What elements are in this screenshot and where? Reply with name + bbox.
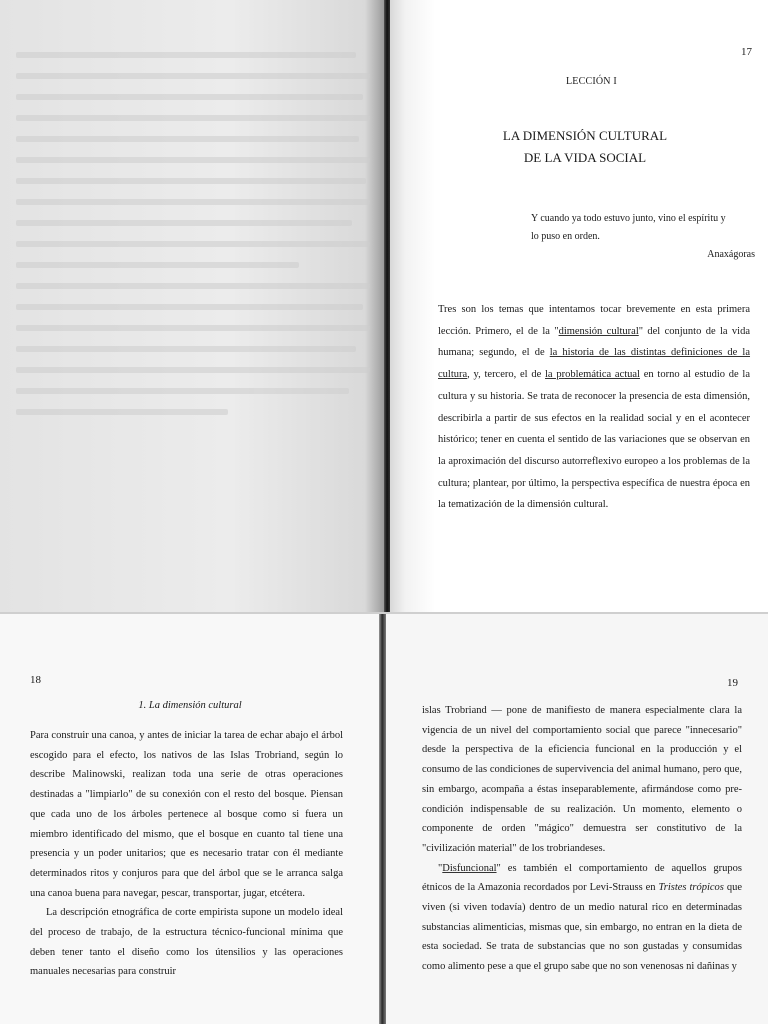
p2-text-1: " es también el comportamiento de aquellos grupos étnicos de la Amazonia recordados por Levi-Strauss en bbox=[422, 862, 742, 894]
page-number-17: 17 bbox=[741, 46, 752, 58]
underlined-problematica-actual: la problemática actual bbox=[545, 369, 640, 381]
page-18-paragraph-2: La descripción etnográfica de corte empirista supone un modelo ideal del proceso de trabajo, de la estructura técnico-funcional mínima que deben tener tanto el diseño como los útensilios y las operaciones manuales necesarias para construir bbox=[30, 907, 343, 978]
epigraph-line-1: Y cuando ya todo estuvo junto, vino el espíritu y bbox=[531, 213, 726, 224]
page-18-body bbox=[30, 726, 343, 982]
intro-text-1: Tres son los temas que intentamos tocar brevemente en esta primera lección. Primero, el de la " bbox=[438, 304, 750, 337]
lesson-heading: LECCIÓN I bbox=[566, 76, 617, 87]
p2-quote-open: " bbox=[438, 862, 443, 874]
page-18-paragraph-1: Para construir una canoa, y antes de iniciar la tarea de echar abajo el árbol escogido para el efecto, los nativos de las Islas Trobriand, según lo describe Malinowski, realizan toda una serie de otras operaciones destinadas a "limpiarlo" de su conexión con el resto del bosque. Piensan que cada uno de los árboles pertenece al bosque como si fuera un miembro identificado del mismo, que el bosque en cuanto tal tiene una presencia y un poder unitarios; que es necesario tratar con él mediante determinados ritos y conjuros para que del árbol que se le arranca salga una canoa buena para navegar, pescar, transportar, jugar, etcétera. bbox=[30, 730, 343, 899]
epigraph-line-2: lo puso en orden. bbox=[531, 231, 600, 242]
book-title-tristes-tropicos: Tristes trópicos bbox=[658, 882, 724, 894]
book-gutter-bottom bbox=[379, 614, 386, 1024]
intro-text-2: " del conjunto de la vida humana; segundo, el de bbox=[438, 325, 750, 359]
page-19 bbox=[386, 614, 768, 1024]
intro-text-4: en torno al estudio de la cultura y su historia. Se trata de reconocer la presencia de esta dimensión, describirla a partir de sus efectos en la realidad social y en el acontecer histórico; tener en cuenta el sentido de las variaciones que se observan en la aproximación del discurso autorreflexivo europeo a los problemas de la cultura; plantear, por último, la perspectiva específica de nuestra época en la tematización de la dimensión cultural. bbox=[438, 369, 750, 511]
page-19-body bbox=[422, 701, 742, 977]
page-17 bbox=[390, 0, 768, 612]
bottom-spread bbox=[0, 614, 768, 1024]
page-19-paragraph-2 bbox=[422, 859, 742, 977]
page-19-paragraph-1: islas Trobriand — pone de manifiesto de manera especialmente clara la vigencia de un nivel del comportamiento social que parece "innecesario" desde la perspectiva de la eficiencia funcional en la producción y el consumo de las condiciones de supervivencia del animal humano, pero que, sin embargo, acompaña a éstas inseparablemente, afirmándose como pre-condición indispensable de su realización. Un momento, elemento o componente de orden "mágico" demuestra ser constitutivo de la "civilización material" de los trobriandeses. bbox=[422, 705, 742, 854]
underlined-dimension-cultural: dimensión cultural bbox=[558, 325, 639, 337]
underlined-historia-definiciones: la historia de las distintas definiciones de la cultura bbox=[438, 347, 751, 381]
bleedthrough-text bbox=[16, 40, 370, 430]
epigraph bbox=[531, 210, 757, 246]
page-18 bbox=[0, 614, 380, 1024]
p2-text-2: que viven (si viven todavía) dentro de un medio natural rico en determinadas substancias alimenticias, mismas que, sin embargo, no entran en la dieta de esta sociedad. Se trata de substancias que no son gustadas y consumidas como alimento pese a que el grupo sabe que no son venenosas ni dañinas y bbox=[422, 882, 742, 973]
section-title: 1. La dimensión cultural bbox=[138, 700, 242, 711]
page-number-18: 18 bbox=[30, 674, 41, 686]
chapter-title bbox=[500, 125, 670, 169]
underlined-disfuncional: Disfuncional bbox=[442, 862, 497, 874]
page-number-19: 19 bbox=[727, 677, 738, 689]
left-page-bleedthrough bbox=[0, 0, 384, 612]
intro-text-3: , y, tercero, el de bbox=[467, 369, 546, 381]
chapter-title-line-2: DE LA VIDA SOCIAL bbox=[523, 150, 647, 165]
intro-paragraph bbox=[438, 299, 750, 516]
epigraph-author: Anaxágoras bbox=[707, 249, 755, 260]
chapter-title-line-1: LA DIMENSIÓN CULTURAL bbox=[502, 128, 668, 143]
